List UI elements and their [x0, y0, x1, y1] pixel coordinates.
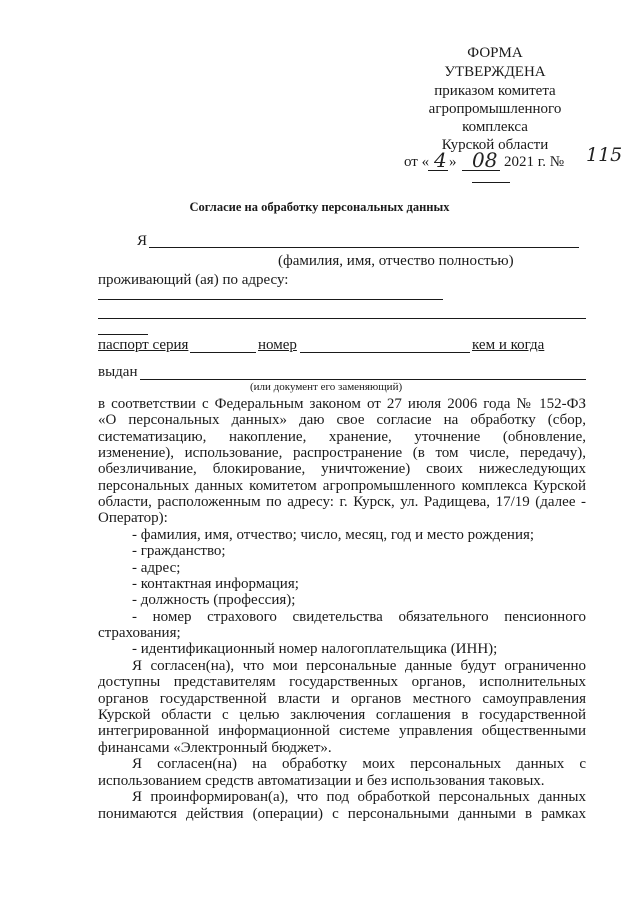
date-mid: » — [449, 154, 457, 170]
p2-line: интегрированной информационной системе управления общественными — [98, 723, 586, 739]
handwritten-month: 08 — [472, 148, 498, 172]
passport-number-label: номер — [258, 337, 297, 353]
order-line-2: агропромышленного — [428, 101, 562, 117]
form-label: ФОРМА — [467, 45, 523, 61]
passport-series-label: паспорт серия — [98, 337, 189, 353]
address-field-1[interactable] — [98, 299, 443, 300]
list-item: - адрес; — [132, 560, 181, 576]
month-underline — [462, 170, 500, 171]
document-title: Согласие на обработку персональных данных — [189, 200, 450, 214]
p1-line: персональных данных комитетом агропромышленного комплекса Курской — [98, 478, 586, 494]
p2-line: Курской области с целью заключения соглашения в государственной — [98, 707, 586, 723]
fio-hint: (фамилия, имя, отчество полностью) — [278, 253, 514, 269]
day-underline — [428, 170, 448, 171]
p1-line: систематизацию, накопление, хранение, уточнение (обновление, — [98, 429, 586, 445]
p4-line: Я проинформирован(а), что под обработкой персональных данных — [132, 789, 586, 805]
p2-line: органов государственной власти и органов местного самоуправления — [98, 691, 586, 707]
order-line-1: приказом комитета — [434, 83, 556, 99]
address-field-2[interactable] — [98, 318, 586, 319]
i-label: Я — [137, 233, 148, 249]
fio-field[interactable] — [149, 247, 579, 248]
doc-hint: (или документ его заменяющий) — [250, 381, 403, 393]
header-short-rule — [472, 182, 510, 183]
p1-line: «О персональных данных» даю свое согласие на обработку (сбор, — [98, 412, 586, 428]
order-line-3: комплекса — [462, 119, 528, 135]
p2-line: Я согласен(на), что мои персональные данные будут ограниченно — [132, 658, 586, 674]
handwritten-order-number: 115 — [586, 144, 623, 166]
p2-line: финансами «Электронный бюджет». — [98, 740, 332, 756]
residing-label: проживающий (ая) по адресу: — [98, 272, 289, 288]
list-item: - фамилия, имя, отчество; число, месяц, год и место рождения; — [132, 527, 535, 543]
address-field-3[interactable] — [98, 334, 148, 335]
list-item: - идентификационный номер налогоплательщика (ИНН); — [132, 641, 498, 657]
list-item: - номер страхового свидетельства обязательного пенсионного — [132, 609, 586, 625]
approved-label: УТВЕРЖДЕНА — [444, 64, 546, 80]
list-item: - гражданство; — [132, 543, 226, 559]
date-suffix: 2021 г. № — [504, 154, 565, 170]
list-item: - контактная информация; — [132, 576, 299, 592]
p4-line: понимаются действия (операции) с персональными данными в рамках — [98, 806, 586, 822]
p1-line: в соответствии с Федеральным законом от 27 июля 2006 года № 152-ФЗ — [98, 396, 586, 412]
passport-series-field[interactable] — [190, 352, 256, 353]
list-item-cont: страхования; — [98, 625, 181, 641]
issued-by-label: кем и когда — [472, 337, 545, 353]
p1-line: области, расположенным по адресу: г. Курск, ул. Радищева, 17/19 (далее - — [98, 494, 586, 510]
p1-line: изменение), использование, распространение (в том числе, передачу), — [98, 445, 586, 461]
p3-line: использованием средств автоматизации и без использования таковых. — [98, 773, 545, 789]
issued-label: выдан — [98, 364, 138, 380]
p3-line: Я согласен(на) на обработку моих персональных данных с — [132, 756, 586, 772]
passport-number-field[interactable] — [300, 352, 470, 353]
list-item: - должность (профессия); — [132, 592, 296, 608]
handwritten-day: 4 — [434, 148, 447, 172]
p2-line: доступны представителям государственных органов, исполнительных — [98, 674, 586, 690]
date-prefix: от « — [404, 154, 430, 170]
p1-line: Оператор): — [98, 510, 168, 526]
order-line-4: Курской области — [441, 137, 549, 153]
p1-line: обезличивание, блокирование, уничтожение) своих нижеследующих — [98, 461, 586, 477]
issued-field[interactable] — [140, 379, 586, 380]
